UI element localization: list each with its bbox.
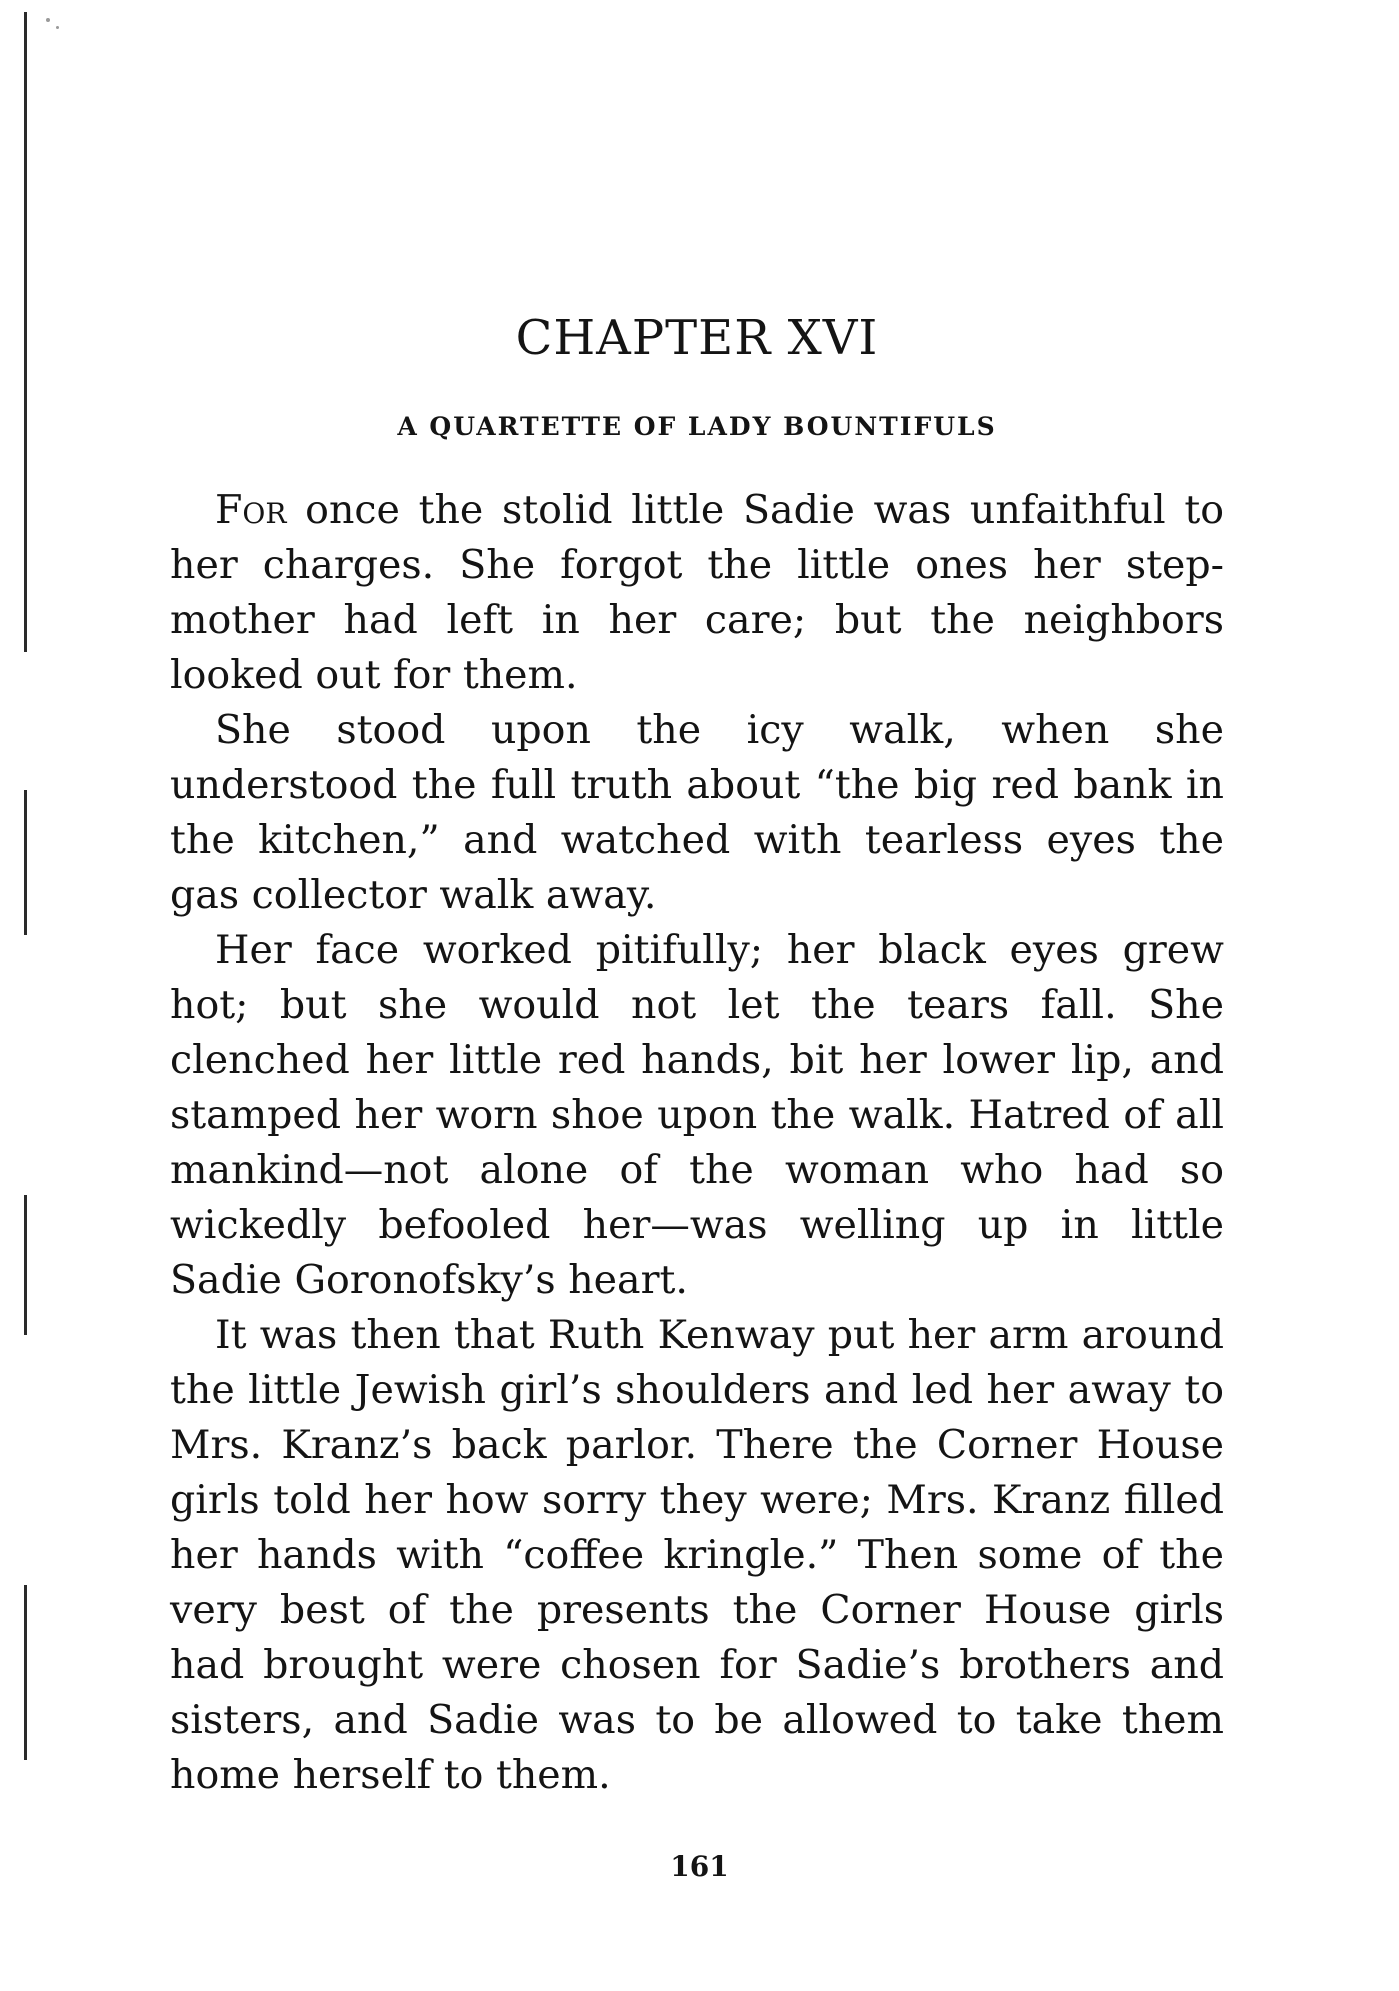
scan-speck xyxy=(56,26,59,29)
scan-edge-line-bottom xyxy=(24,1585,27,1760)
paragraph-4: It was then that Ruth Kenway put her arm around the little Jewish girl’s shoulders and led her away to Mrs. Kranz’s back parlor. There the Corner House girls told her how sorry they were; Mrs. Kranz filled her hands with “coffee kringle.” Then some of the very best of the presents the Corner House girls had brought were chosen for Sadie’s brothers and sisters, and Sadie was to be allowed to take them home herself to them. xyxy=(170,1312,1224,1798)
chapter-title: CHAPTER XVI xyxy=(515,310,879,366)
scan-edge-line-mid xyxy=(24,790,27,935)
scan-edge-line-top xyxy=(24,12,27,652)
paragraph-text: once the stolid little Sadie was unfaithful to her charges. She forgot the little ones her step-mother had left in her care; but the neighbors looked out for them. xyxy=(170,487,1224,698)
paragraph-2: She stood upon the icy walk, when she understood the full truth about “the big red bank in the kitchen,” and watched with tearless eyes the gas collector walk away. xyxy=(170,707,1224,918)
paragraph-lead-word: For xyxy=(215,487,287,533)
page-number: 161 xyxy=(670,1850,729,1883)
paragraph-1 xyxy=(170,483,1224,703)
scan-speck xyxy=(46,18,50,22)
scan-edge-line-lower xyxy=(24,1195,27,1335)
page-content xyxy=(170,310,1224,1803)
chapter-subtitle: A QUARTETTE OF LADY BOUNTIFULS xyxy=(397,412,997,441)
paragraph-3: Her face worked pitifully; her black eyes grew hot; but she would not let the tears fall. She clenched her little red hands, bit her lower lip, and stamped her worn shoe upon the walk. Hatred of all mankind—not alone of the woman who had so wickedly befooled her—was welling up in little Sadie Goronofsky’s heart. xyxy=(170,927,1224,1303)
